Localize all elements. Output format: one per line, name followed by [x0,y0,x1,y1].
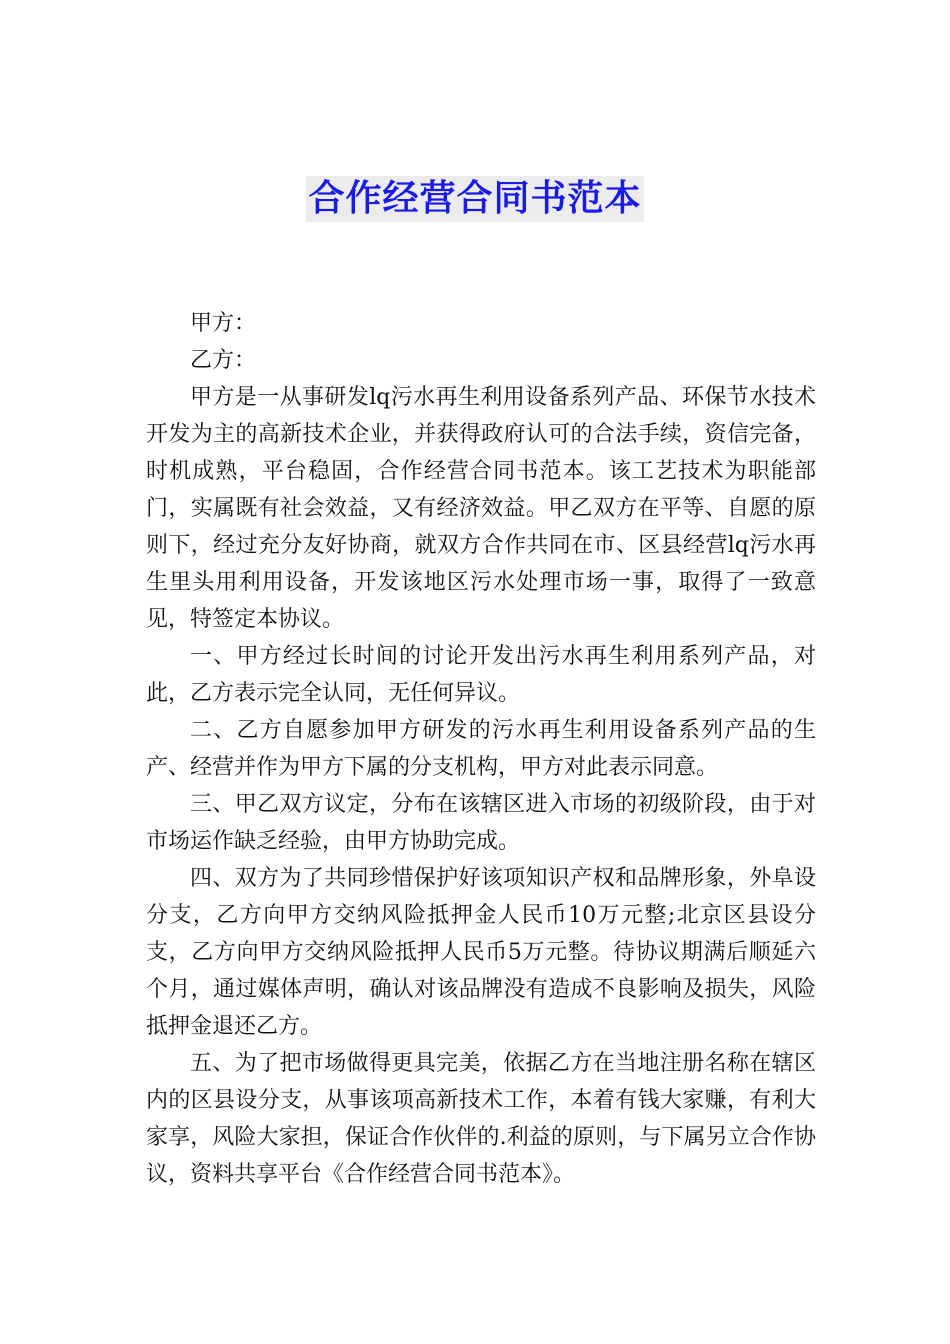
clause-5: 五、为了把市场做得更具完美，依据乙方在当地注册名称在辖区内的区县设分支，从事该项高新技术工作，本着有钱大家赚，有利大家享，风险大家担，保证合作伙伴的.利益的原则，与下属另立合作协议，资料共享平台《合作经营合同书范本》。 [146,1051,816,1187]
clause-1: 一、甲方经过长时间的讨论开发出污水再生利用系列产品，对此，乙方表示完全认同，无任何异议。 [146,644,816,706]
document-body [146,305,816,1193]
party-b-line: 乙方： [190,348,257,373]
clause-3: 三、甲乙双方议定，分布在该辖区进入市场的初级阶段，由于对市场运作缺乏经验，由甲方协助完成。 [146,792,816,854]
document-title: 合作经营合同书范本 [306,176,643,222]
title-container [0,176,950,222]
party-a-line: 甲方： [190,311,257,336]
clause-4: 四、双方为了共同珍惜保护好该项知识产权和品牌形象，外阜设分支，乙方向甲方交纳风险抵押金人民币10万元整;北京区县设分支，乙方向甲方交纳风险抵押人民币5万元整。待协议期满后顺延六个月，通过媒体声明，确认对该品牌没有造成不良影响及损失，风险抵押金退还乙方。 [146,866,816,1039]
clause-2: 二、乙方自愿参加甲方研发的污水再生利用设备系列产品的生产、经营并作为甲方下属的分支机构，甲方对此表示同意。 [146,718,816,780]
preamble-paragraph: 甲方是一从事研发lq污水再生利用设备系列产品、环保节水技术开发为主的高新技术企业，并获得政府认可的合法手续，资信完备，时机成熟，平台稳固，合作经营合同书范本。该工艺技术为职能部门，实属既有社会效益，又有经济效益。甲乙双方在平等、自愿的原则下，经过充分友好协商，就双方合作共同在市、区县经营lq污水再生里头用利用设备，开发该地区污水处理市场一事，取得了一致意见，特签定本协议。 [146,385,816,632]
